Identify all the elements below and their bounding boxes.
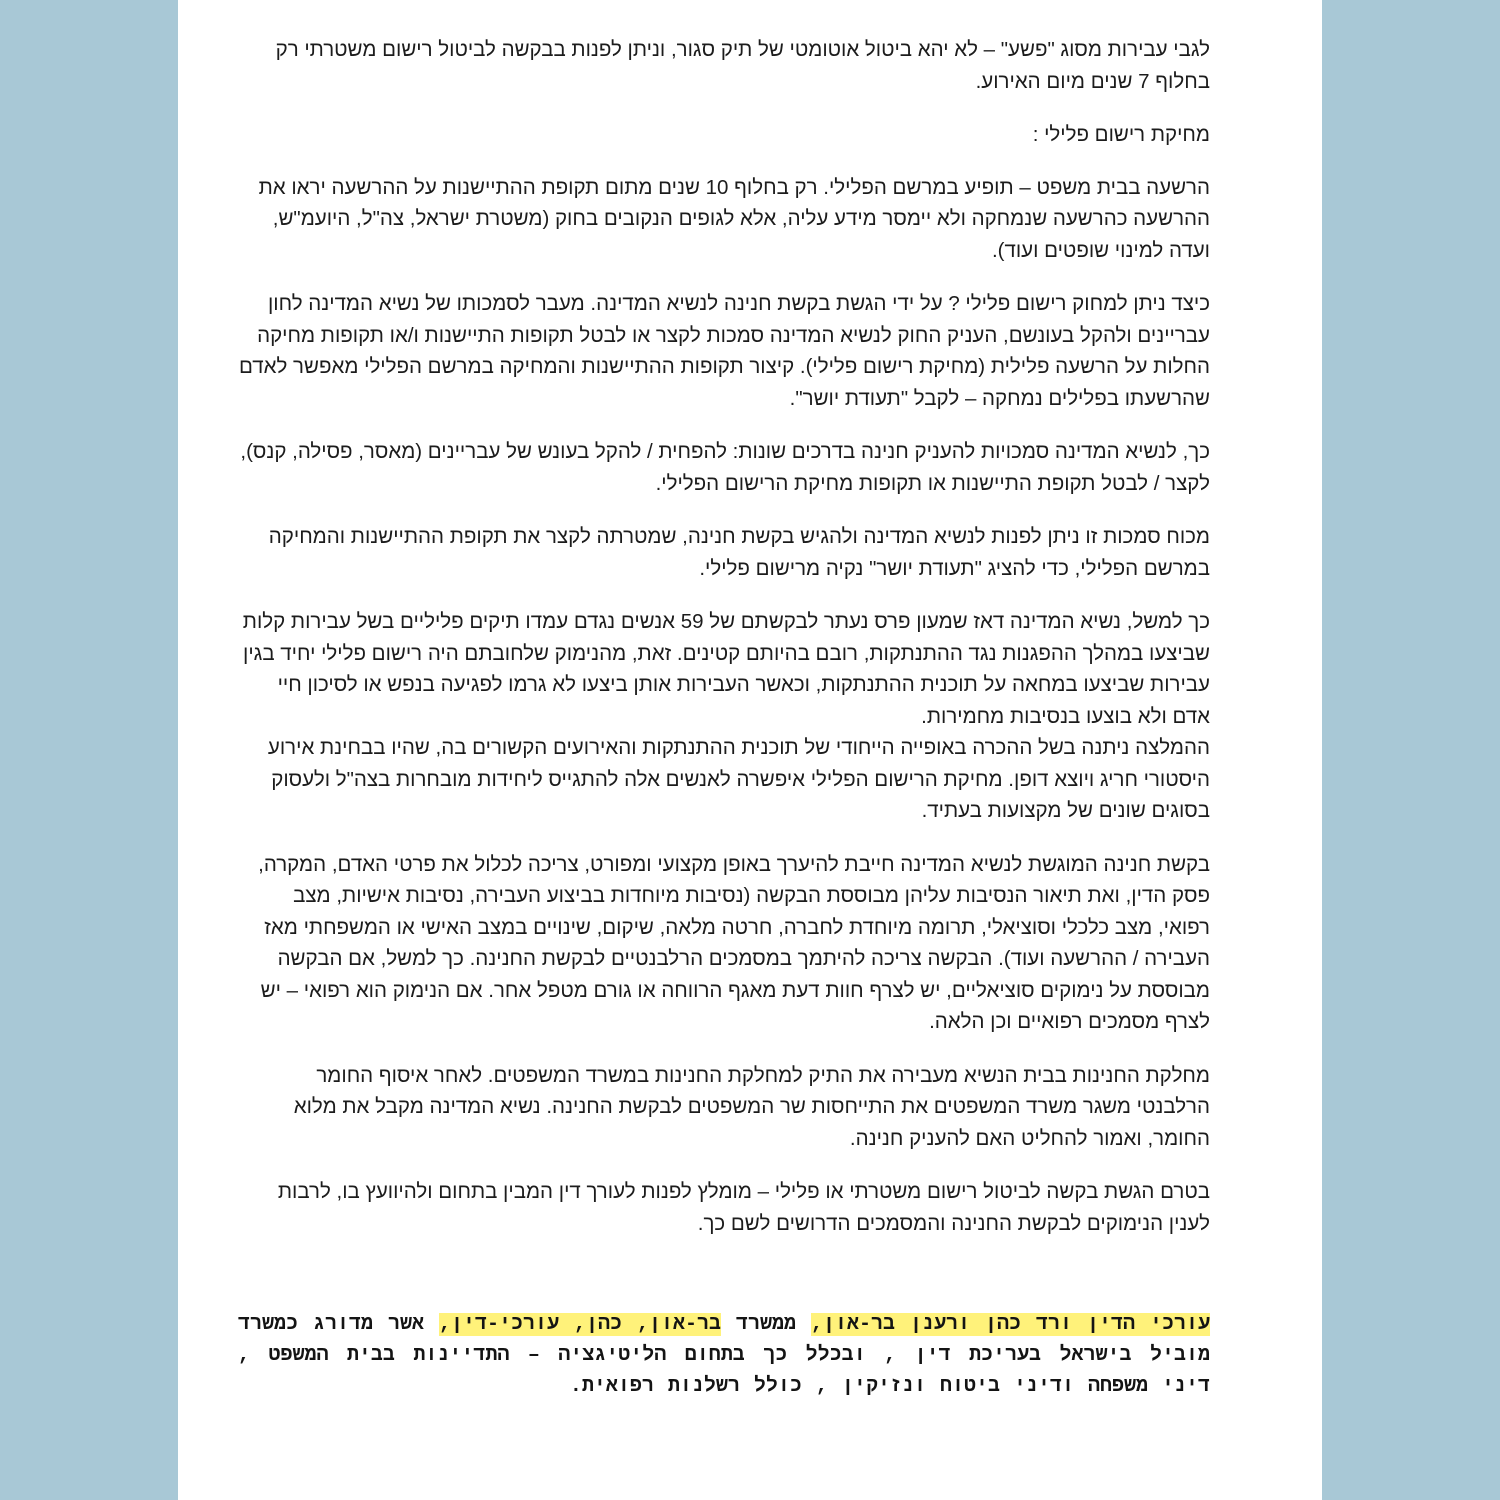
paragraph-example-disengagement: כך למשל, נשיא המדינה דאז שמעון פרס נעתר לבקשתם של 59 אנשים נגדם עמדו תיקים פליליים בשל עבירות קלות שביצעו במהלך ההפגנות נגד ההתנתקות, רובם בהיותם קטינים. זאת, מהנימוק שלחובתם היה רישום פלילי יחיד בגין עבירות שביצעו במחאה על תוכנית ההתנתקות, וכאשר העבירות אותן ביצעו לא גרמו לפגיעה בנפש או לסיכון חיי אדם ולא בוצעו בנסיבות מחמירות. bbox=[242, 610, 1210, 728]
paragraph-pardon-request: מכוח סמכות זו ניתן לפנות לנשיא המדינה ולהגיש בקשת חנינה, שמטרתה לקצר את תקופת ההתיישנות והמחיקה במרשם הפלילי, כדי להציג "תעודת יושר" נקיה מרישום פלילי. bbox=[268, 525, 1210, 580]
footer-text-from: ממשרד bbox=[721, 1313, 812, 1336]
paragraph-recommendation: ההמלצה ניתנה בשל ההכרה באופייה הייחודי של תוכנית ההתנתקות והאירועים הקשורים בה, שהיו בבחינת אירוע היסטורי חריג ויוצא דופן. מחיקת הרישום הפלילי איפשרה לאנשים אלה להתגייס ליחידות מובחרות בצה"ל ולעסוק בסוגים שונים של מקצועות בעתיד. bbox=[267, 736, 1210, 822]
firm-footer bbox=[238, 1309, 1210, 1402]
highlight-firm-name: בר-און, כהן, עורכי-דין, bbox=[439, 1313, 722, 1336]
paragraph-felony-cancellation: לגבי עבירות מסוג "פשע" – לא יהא ביטול אוטומטי של תיק סגור, וניתן לפנות בבקשה לביטול רישום משטרתי רק בחלוף 7 שנים מיום האירוע. bbox=[275, 38, 1210, 93]
paragraph-president-powers: כך, לנשיא המדינה סמכויות להעניק חנינה בדרכים שונות: להפחית / להקל בעונש של עבריינים (מאסר, פסילה, קנס), לקצר / לבטל תקופת התיישנות או תקופות מחיקת הרישום הפלילי. bbox=[240, 440, 1210, 495]
paragraph-request-contents: בקשת חנינה המוגשת לנשיא המדינה חייבת להיערך באופן מקצועי ומפורט, צריכה לכלול את פרטי האדם, המקרה, פסק הדין, ואת תיאור הנסיבות עליהן מבוססת הבקשה (נסיבות מיוחדות בביצוע העבירה, נסיבות אישיות, מצב רפואי, מצב כלכלי וסוציאלי, תרומה מיוחדת לחברה, חרטה מלאה, שיקום, שינויים במצב האישי או המשפחתי מאז העבירה / ההרשעה ועוד). הבקשה צריכה להיתמך במסמכים הרלבנטיים לבקשת החנינה. כך למשל, אם הבקשה מבוססת על נימוקים סוציאליים, יש לצרף חוות דעת מאגף הרווחה או גורם מטפל אחר. אם הנימוק הוא רפואי – יש לצרף מסמכים רפואיים וכן הלאה. bbox=[258, 852, 1210, 1033]
paragraph-conviction-record: הרשעה בבית משפט – תופיע במרשם הפלילי. רק בחלוף 10 שנים מתום תקופת ההתיישנות על ההרשעה יראו את ההרשעה כהרשעה שנמחקה ולא יימסר מידע עליה, אלא לגופים הנקובים בחוק (משטרת ישראל, צה"ל, היועמ"ש, ועדה למינוי שופטים ועוד). bbox=[258, 175, 1210, 262]
highlight-lawyer-names: עורכי הדין ורד כהן ורענן בר-און, bbox=[811, 1313, 1211, 1336]
document-page bbox=[178, 0, 1322, 1500]
section-heading-criminal-record-deletion: מחיקת רישום פלילי : bbox=[1032, 123, 1210, 146]
paragraph-how-to-delete: כיצד ניתן למחוק רישום פלילי ? על ידי הגשת בקשת חנינה לנשיא המדינה. מעבר לסמכותו של נשיא המדינה לחון עבריינים ולהקל בעונשם, העניק החוק לנשיא המדינה סמכות לקצר או לבטל תקופות התיישנות ו/או תקופות מחיקה החלות על הרשעה פלילית (מחיקת רישום פלילי). קיצור תקופות ההתיישנות והמחיקה במרשם הפלילי מאפשר לאדם שהרשעתו בפלילים נמחקה – לקבל "תעודת יושר". bbox=[238, 292, 1210, 410]
document-body bbox=[238, 34, 1210, 1402]
footer-text-description: אשר מדורג כמשרד מוביל בישראל בעריכת דין , ובכלל כך בתחום הליטיגציה – התדיינות בבית המשפט , דיני משפחה ודיני ביטוח ונזיקין , כולל רשלנות רפואית. bbox=[238, 1313, 1210, 1398]
paragraph-lawyer-advice: בטרם הגשת בקשה לביטול רישום משטרתי או פלילי – מומלץ לפנות לעורך דין המבין בתחום ולהיוועץ בו, לרבות לענין הנימוקים לבקשת החנינה והמסמכים הדרושים לשם כך. bbox=[277, 1180, 1210, 1235]
paragraph-pardons-department: מחלקת החנינות בבית הנשיא מעבירה את התיק למחלקת החנינות במשרד המשפטים. לאחר איסוף החומר הרלבנטי משגר משרד המשפטים את התייחסות שר המשפטים לבקשת החנינה. נשיא המדינה מקבל את מלוא החומר, ואמור להחליט האם להעניק חנינה. bbox=[293, 1063, 1210, 1150]
